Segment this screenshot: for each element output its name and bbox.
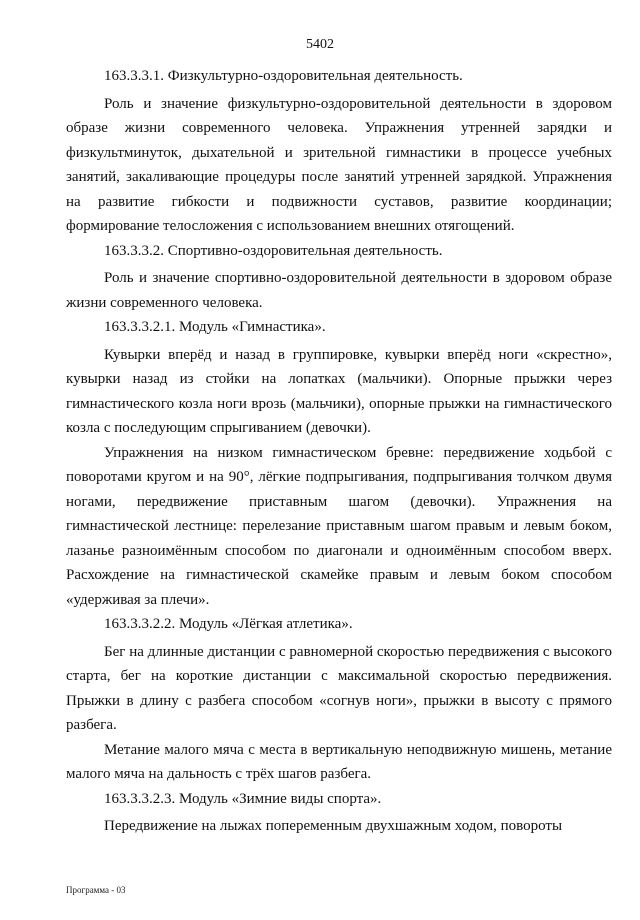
footer-label: Программа - 03 (66, 885, 126, 895)
section-heading-winter-sports: 163.3.3.2.3. Модуль «Зимние виды спорта». (104, 790, 382, 807)
document-body (66, 64, 612, 839)
paragraph-athletics-running: Бег на длинные дистанции с равномерной скоростью передвижения с высокого старта, бег на короткие дистанции с максимальной скоростью передвижения. Прыжки в длину с разбега способом «согнув ноги», прыжки в высоту с прямого разбега. (66, 643, 612, 733)
paragraph-gymnastics-beam: Упражнения на низком гимнастическом бревне: передвижение ходьбой с поворотами кругом и на 90°, лёгкие подпрыгивания, подпрыгивания толчком двумя ногами, передвижение приставным шагом (девочки). Упражнения на гимнастической лестнице: перелезание приставным шагом правым и левым боком, лазанье разноимённым способом по диагонали и одноимённым способом вверх. Расхождение на гимнастической скамейке правым и левым боком способом «удерживая за плечи». (66, 444, 612, 608)
section-heading-athletics: 163.3.3.2.2. Модуль «Лёгкая атлетика». (104, 616, 353, 632)
page-number: 5402 (306, 37, 334, 52)
section-heading-gymnastics: 163.3.3.2.1. Модуль «Гимнастика». (104, 319, 326, 335)
section-heading-fitness: 163.3.3.1. Физкультурно-оздоровительная деятельность. (104, 68, 463, 84)
paragraph-winter-skiing: Передвижение на лыжах попеременным двухшажным ходом, повороты (104, 818, 563, 834)
paragraph-sport-role: Роль и значение спортивно-оздоровительной деятельности в здоровом образе жизни современного человека. (66, 270, 612, 311)
paragraph-gymnastics-rolls: Кувырки вперёд и назад в группировке, кувырки вперёд ноги «скрестно», кувырки назад из стойки на лопатках (мальчики). Опорные прыжки через гимнастического козла ноги врозь (мальчики), опорные прыжки на гимнастического козла с последующим спрыгиванием (девочки). (66, 346, 612, 436)
paragraph-fitness-role: Роль и значение физкультурно-оздоровительной деятельности в здоровом образе жизни современного человека. Упражнения утренней зарядки и физкультминуток, дыхательной и зрительной гимнастики в процессе учебных занятий, закаливающие процедуры после занятий утренней зарядкой. Упражнения на развитие гибкости и подвижности суставов, развитие координации; формирование телосложения с использованием внешних отягощений. (66, 95, 612, 234)
paragraph-athletics-throwing: Метание малого мяча с места в вертикальную неподвижную мишень, метание малого мяча на дальность с трёх шагов разбега. (66, 741, 612, 782)
section-heading-sport: 163.3.3.2. Спортивно-оздоровительная деятельность. (104, 242, 443, 259)
